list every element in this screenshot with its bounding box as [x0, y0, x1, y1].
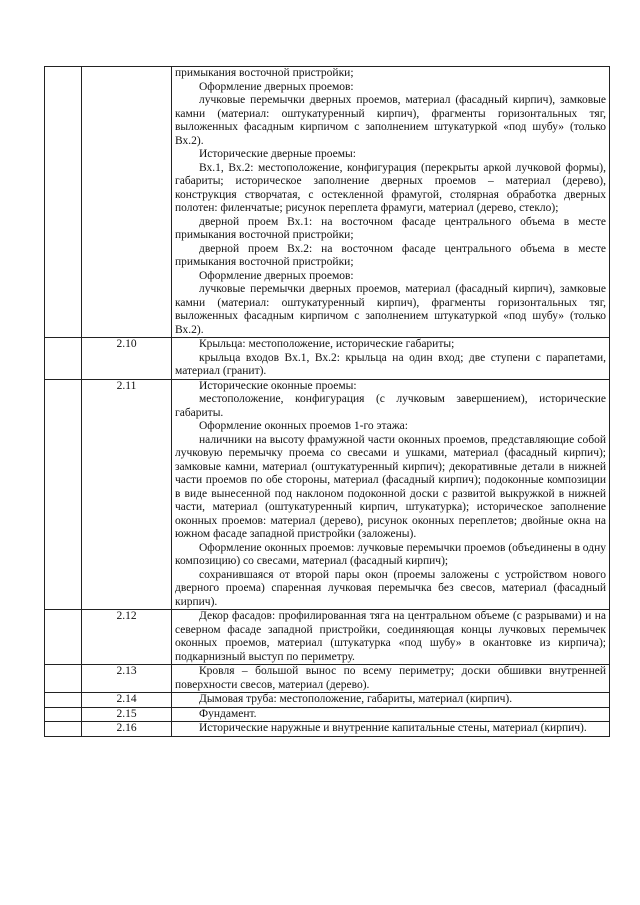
item-number-cell — [82, 707, 172, 722]
description-paragraph: Дымовая труба: местоположение, габариты, материал (кирпич). — [199, 693, 513, 705]
item-number-cell — [82, 722, 172, 737]
blank-cell — [45, 610, 82, 665]
description-paragraph: Исторические дверные проемы: — [199, 148, 356, 160]
item-number: 2.11 — [116, 379, 137, 392]
description-paragraph: Кровля – большой вынос по всему периметру; доски обшивки внутренней поверхности свесов, материал (дерево). — [175, 665, 606, 691]
description-paragraph: местоположение, конфигурация (с лучковым завершением), исторические габариты. — [175, 393, 606, 419]
description-paragraph: Фундамент. — [199, 707, 257, 720]
blank-cell — [45, 338, 82, 380]
item-number: 2.13 — [116, 665, 137, 677]
item-number: 2.10 — [116, 338, 137, 350]
item-description-cell — [172, 67, 610, 338]
table-row — [45, 665, 610, 693]
blank-cell — [45, 707, 82, 722]
table-row — [45, 610, 610, 665]
description-paragraph: наличники на высоту фрамужной части оконных проемов, представляющие собой лучковую перемычку проема со свесами и ушками, материал (фасадный кирпич); замковые камни, материал (оштукатуренный кирпич); декоративные детали в нижней части проемов по обе стороны, материал (фасадный кирпич); подоконные композиции в виде вынесенной под наклоном подоконной доски с развитой выкружкой в нижней части, материал (оштукатуренный кирпич, штукатурка); историческое заполнение оконных проемов: материал (дерево), рисунок оконных переплетов; двойные окна на южном фасаде западной пристройки (заложены). — [175, 433, 606, 540]
item-number: 2.14 — [116, 693, 137, 705]
description-paragraph: Оформление оконных проемов: лучковые перемычки проемов (объединены в одну композицию) со свесами, материал (фасадный кирпич); — [175, 541, 606, 567]
blank-cell — [45, 379, 82, 610]
item-description-cell — [172, 665, 610, 693]
blank-cell — [45, 67, 82, 338]
item-number: 2.12 — [116, 610, 137, 622]
description-paragraph: лучковые перемычки дверных проемов, материал (фасадный кирпич), замковые камни (материал: оштукатуренный кирпич), фрагменты горизонтальных тяг, выложенных фасадным кирпичом с заполнением штукатуркой «под шубу» (только Вх.2). — [175, 94, 606, 147]
description-paragraph: Вх.1, Вх.2: местоположение, конфигурация (перекрыты аркой лучковой формы), габариты; историческое заполнение дверных проемов – материал (дерево), конструкция створчатая, с остекленной фрамугой, столярная обработка дверных полотен: филенчатые; рисунок переплета фрамуги, материал (дерево, стекло); — [175, 161, 606, 214]
item-number-cell — [82, 67, 172, 338]
protected-elements-table — [44, 66, 610, 737]
item-number-cell — [82, 610, 172, 665]
description-paragraph: лучковые перемычки дверных проемов, материал (фасадный кирпич), замковые камни (материал: оштукатуренный кирпич), фрагменты горизонтальных тяг, выложенных фасадным кирпичом с заполнением штукатуркой «под шубу» (только Вх.2). — [175, 283, 606, 336]
description-paragraph: Исторические наружные и внутренние капитальные стены, материал (кирпич). — [199, 722, 587, 734]
description-paragraph: Крыльца: местоположение, исторические габариты; — [199, 338, 455, 350]
description-paragraph: Оформление оконных проемов 1-го этажа: — [199, 420, 408, 432]
table-row — [45, 67, 610, 338]
table-row — [45, 707, 610, 722]
description-paragraph: дверной проем Вх.1: на восточном фасаде центрального объема в месте примыкания восточной пристройки; — [175, 215, 606, 241]
item-description-cell — [172, 379, 610, 610]
item-description-cell — [172, 338, 610, 380]
blank-cell — [45, 693, 82, 708]
item-number-cell — [82, 665, 172, 693]
item-number-cell — [82, 693, 172, 708]
table-row — [45, 338, 610, 380]
item-number: 2.15 — [116, 707, 137, 720]
table-row — [45, 722, 610, 737]
table-row — [45, 379, 610, 610]
item-number-cell — [82, 379, 172, 610]
item-description-cell — [172, 610, 610, 665]
description-paragraph: дверной проем Вх.2: на восточном фасаде центрального объема в месте примыкания восточной пристройки; — [175, 242, 606, 268]
description-paragraph: крыльца входов Вх.1, Вх.2: крыльца на один вход; две ступени с парапетами, материал (гранит). — [175, 351, 606, 377]
item-description-cell — [172, 722, 610, 737]
blank-cell — [45, 722, 82, 737]
description-paragraph: Оформление дверных проемов: — [199, 80, 354, 93]
table-row — [45, 693, 610, 708]
item-description-cell — [172, 707, 610, 722]
description-paragraph: сохранившаяся от второй пары окон (проемы заложены с устройством нового дверного проема) спаренная лучковая перемычка без свесов, материал (фасадный кирпич). — [175, 568, 606, 608]
description-paragraph: Декор фасадов: профилированная тяга на центральном объеме (с разрывами) и на северном фасаде западной пристройки, соединяющая концы лучковых перемычек оконных проемов, материал (штукатурка «под шубу» в окантовке из кирпича); подкарнизный выступ по периметру. — [175, 610, 606, 663]
item-number-cell — [82, 338, 172, 380]
description-paragraph: Исторические оконные проемы: — [199, 379, 357, 392]
item-description-cell — [172, 693, 610, 708]
description-paragraph: Оформление дверных проемов: — [199, 269, 354, 282]
blank-cell — [45, 665, 82, 693]
item-number: 2.16 — [116, 722, 137, 734]
description-paragraph: примыкания восточной пристройки; — [175, 67, 354, 79]
table-body — [45, 67, 610, 737]
